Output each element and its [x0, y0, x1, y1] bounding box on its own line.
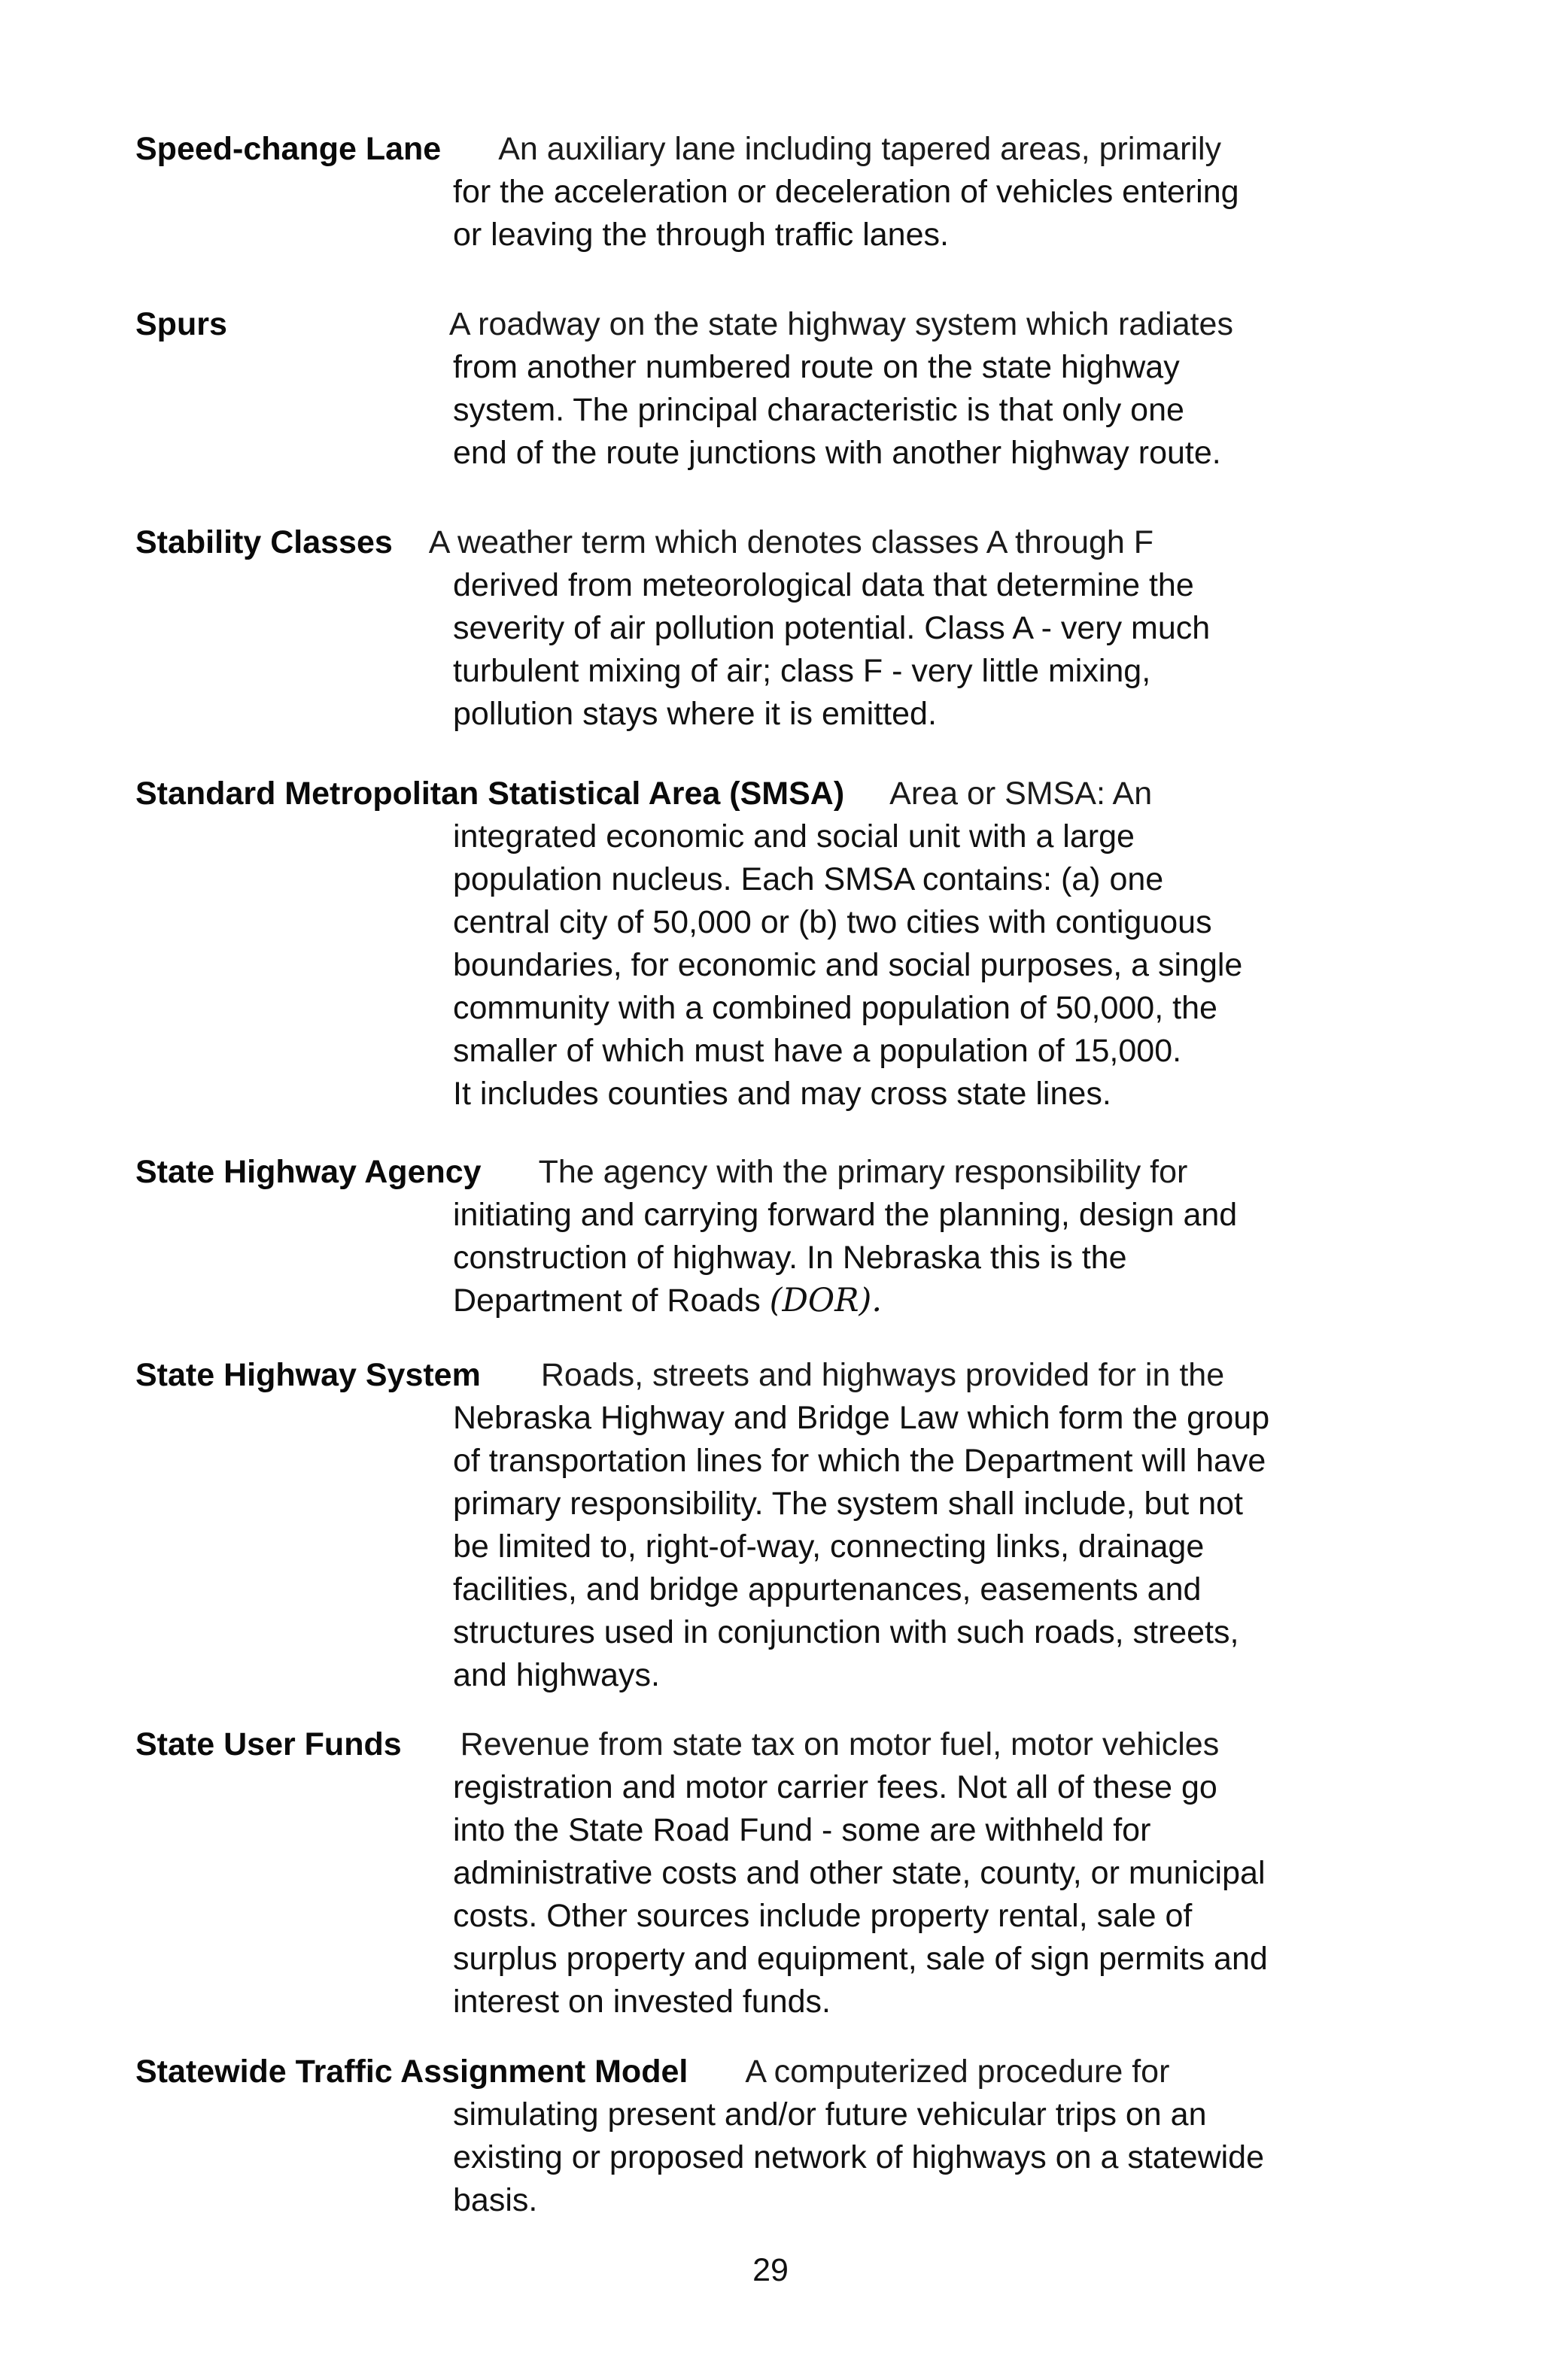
entry-definition-line: end of the route junctions with another highway route.: [453, 435, 1221, 471]
entry-definition-line: Nebraska Highway and Bridge Law which form the group: [453, 1400, 1270, 1436]
entry-definition-line: integrated economic and social unit with a large: [453, 818, 1135, 855]
entry-definition-line: or leaving the through traffic lanes.: [453, 217, 949, 253]
entry-term: Standard Metropolitan Statistical Area (SMSA): [135, 776, 845, 812]
entry-first-line: [135, 128, 1384, 171]
entry-definition-line: registration and motor carrier fees. Not all of these go: [453, 1769, 1217, 1805]
entry-first-line: [135, 521, 1384, 564]
entry-definition-line: severity of air pollution potential. Class A - very much: [453, 610, 1211, 646]
glossary-entry-smsa: [135, 773, 1384, 1116]
entry-definition-line: community with a combined population of 50,000, the: [453, 990, 1217, 1026]
entry-term: State User Funds: [135, 1726, 402, 1762]
entry-first-line: [135, 773, 1384, 815]
entry-term: State Highway Agency: [135, 1154, 482, 1190]
entry-definition-line: initiating and carrying forward the planning, design and: [453, 1197, 1238, 1233]
entry-first-line: [135, 1151, 1384, 1194]
entry-definition-line: It includes counties and may cross state lines.: [453, 1076, 1111, 1112]
glossary-entry-spurs: [135, 303, 1384, 475]
entry-definition-line: central city of 50,000 or (b) two cities with contiguous: [453, 904, 1212, 940]
entry-definition-line: from another numbered route on the state highway: [453, 349, 1180, 385]
entry-term: Speed-change Lane: [135, 131, 442, 167]
entry-first-line: [135, 1354, 1384, 1397]
entry-definition-line: and highways.: [453, 1657, 660, 1693]
entry-first-line: [135, 303, 1384, 346]
entry-first-line: [135, 2051, 1384, 2093]
entry-term: Statewide Traffic Assignment Model: [135, 2054, 688, 2090]
entry-definition-line: for the acceleration or deceleration of vehicles entering: [453, 174, 1239, 210]
entry-definition-line: construction of highway. In Nebraska this is the: [453, 1240, 1127, 1276]
entry-definition-text: Department of Roads: [453, 1283, 770, 1319]
entry-definition-line: primary responsibility. The system shall include, but not: [453, 1486, 1243, 1522]
entry-definition: Area or SMSA: An: [889, 776, 1153, 812]
entry-definition-line: population nucleus. Each SMSA contains: (a) one: [453, 861, 1164, 897]
page-number: 29: [752, 2252, 789, 2288]
entry-definition: A roadway on the state highway system which radiates: [448, 306, 1233, 342]
entry-definition-line: boundaries, for economic and social purposes, a single: [453, 947, 1243, 983]
entry-definition-line: derived from meteorological data that determine the: [453, 567, 1194, 603]
entry-definition-line: be limited to, right-of-way, connecting links, drainage: [453, 1528, 1205, 1565]
entry-definition: A computerized procedure for: [745, 2054, 1170, 2090]
entry-first-line: [135, 1723, 1384, 1766]
entry-definition-line: structures used in conjunction with such roads, streets,: [453, 1614, 1239, 1650]
entry-definition-line: of transportation lines for which the Department will have: [453, 1443, 1266, 1479]
entry-definition-line: smaller of which must have a population of 15,000.: [453, 1033, 1182, 1069]
entry-term: Stability Classes: [135, 524, 393, 560]
entry-definition-line: [453, 1280, 1384, 1322]
entry-definition-line: existing or proposed network of highways on a statewide: [453, 2139, 1265, 2175]
glossary-entry-speed-change-lane: [135, 128, 1384, 257]
glossary-entry-state-highway-agency: [135, 1151, 1384, 1322]
entry-definition: Revenue from state tax on motor fuel, motor vehicles: [460, 1726, 1220, 1762]
entry-definition-line: turbulent mixing of air; class F - very little mixing,: [453, 653, 1151, 689]
entry-definition-line: facilities, and bridge appurtenances, easements and: [453, 1571, 1202, 1607]
entry-definition: The agency with the primary responsibility for: [538, 1154, 1188, 1190]
entry-definition-line: administrative costs and other state, county, or municipal: [453, 1855, 1266, 1891]
entry-term: Spurs: [135, 306, 227, 342]
entry-definition-line: system. The principal characteristic is that only one: [453, 392, 1184, 428]
entry-definition-line: costs. Other sources include property rental, sale of: [453, 1898, 1193, 1934]
dor-abbreviation: (DOR).: [769, 1282, 882, 1319]
entry-definition: Roads, streets and highways provided for in the: [540, 1357, 1225, 1393]
glossary-entry-state-highway-system: [135, 1354, 1384, 1697]
entry-definition: A weather term which denotes classes A through F: [428, 524, 1154, 560]
entry-definition-line: into the State Road Fund - some are withheld for: [453, 1812, 1151, 1848]
entry-term: State Highway System: [135, 1357, 481, 1393]
entry-definition-line: pollution stays where it is emitted.: [453, 696, 937, 732]
entry-definition-line: surplus property and equipment, sale of sign permits and: [453, 1941, 1268, 1977]
glossary-entry-statewide-traffic-assignment-model: [135, 2051, 1384, 2222]
entry-definition-line: basis.: [453, 2182, 538, 2218]
entry-definition-line: interest on invested funds.: [453, 1984, 831, 2020]
entry-definition: An auxiliary lane including tapered areas, primarily: [498, 131, 1222, 167]
glossary-entry-stability-classes: [135, 521, 1384, 736]
glossary-entry-state-user-funds: [135, 1723, 1384, 2023]
entry-definition-line: simulating present and/or future vehicular trips on an: [453, 2096, 1207, 2133]
